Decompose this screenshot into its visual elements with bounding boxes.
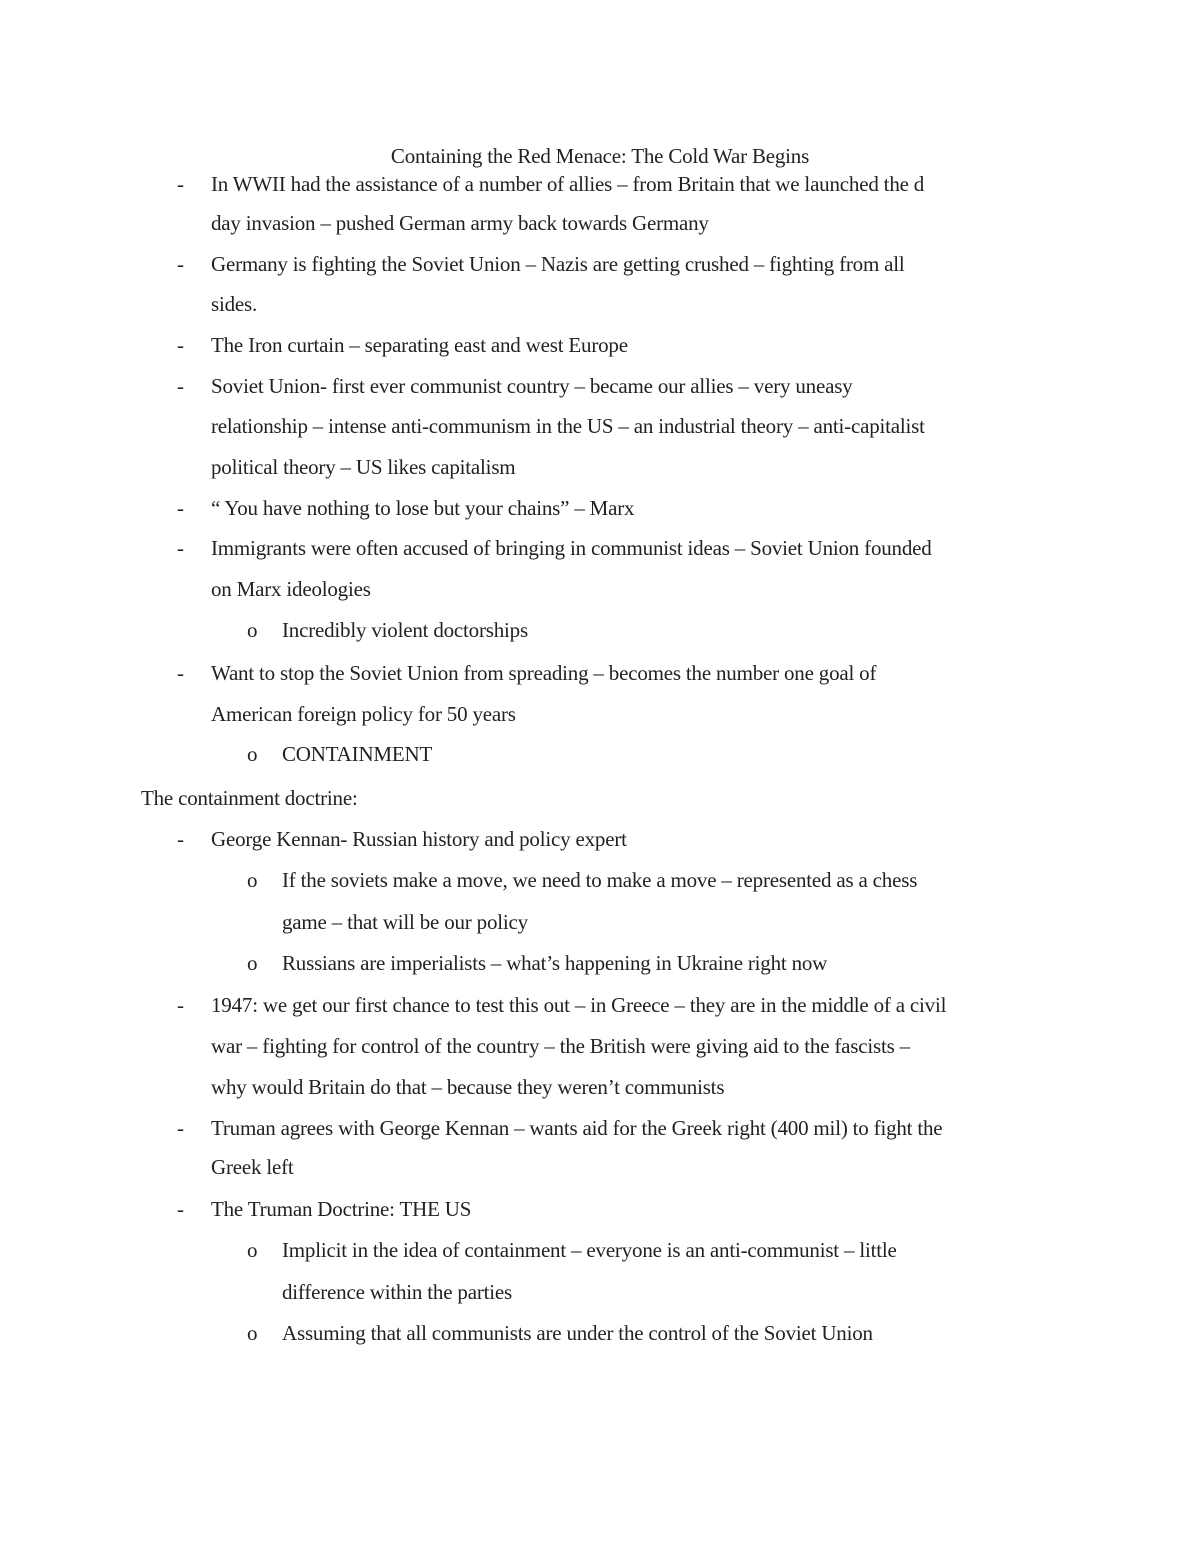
text-line: war – fighting for control of the country – the British were giving aid to the fascists – bbox=[211, 1034, 910, 1058]
dash-bullet: - bbox=[177, 172, 184, 196]
text-line: sides. bbox=[211, 292, 258, 316]
text-line: day invasion – pushed German army back towards Germany bbox=[211, 211, 709, 235]
dash-bullet: - bbox=[177, 661, 184, 685]
text-line: relationship – intense anti-communism in the US – an industrial theory – anti-capitalist bbox=[211, 414, 925, 438]
text-line: difference within the parties bbox=[282, 1280, 512, 1304]
text-line: Russians are imperialists – what’s happening in Ukraine right now bbox=[282, 951, 828, 975]
dash-bullet: - bbox=[177, 374, 184, 398]
text-line: “ You have nothing to lose but your chains” – Marx bbox=[211, 496, 635, 520]
text-line: The Truman Doctrine: THE US bbox=[211, 1197, 472, 1221]
circle-bullet: o bbox=[247, 868, 258, 892]
text-line: Soviet Union- first ever communist country – became our allies – very uneasy bbox=[211, 374, 853, 398]
text-line: American foreign policy for 50 years bbox=[211, 702, 516, 726]
dash-bullet: - bbox=[177, 1197, 184, 1221]
text-line: Implicit in the idea of containment – everyone is an anti-communist – little bbox=[282, 1238, 897, 1262]
dash-bullet: - bbox=[177, 993, 184, 1017]
document-title: Containing the Red Menace: The Cold War Begins bbox=[390, 144, 810, 168]
circle-bullet: o bbox=[247, 742, 258, 766]
text-line: CONTAINMENT bbox=[282, 742, 433, 766]
text-line: In WWII had the assistance of a number of allies – from Britain that we launched the d bbox=[211, 172, 925, 196]
circle-bullet: o bbox=[247, 951, 258, 975]
dash-bullet: - bbox=[177, 496, 184, 520]
dash-bullet: - bbox=[177, 333, 184, 357]
text-line: Incredibly violent doctorships bbox=[282, 618, 528, 642]
text-line: If the soviets make a move, we need to make a move – represented as a chess bbox=[282, 868, 918, 892]
circle-bullet: o bbox=[247, 618, 258, 642]
section-heading: The containment doctrine: bbox=[141, 786, 358, 810]
text-line: Want to stop the Soviet Union from spreading – becomes the number one goal of bbox=[211, 661, 877, 685]
text-line: Germany is fighting the Soviet Union – Nazis are getting crushed – fighting from all bbox=[211, 252, 905, 276]
dash-bullet: - bbox=[177, 1116, 184, 1140]
text-line: Immigrants were often accused of bringing in communist ideas – Soviet Union founded bbox=[211, 536, 932, 560]
text-line: on Marx ideologies bbox=[211, 577, 371, 601]
text-line: Greek left bbox=[211, 1155, 294, 1179]
circle-bullet: o bbox=[247, 1321, 258, 1345]
text-line: why would Britain do that – because they weren’t communists bbox=[211, 1075, 725, 1099]
text-line: The Iron curtain – separating east and west Europe bbox=[211, 333, 628, 357]
text-line: political theory – US likes capitalism bbox=[211, 455, 516, 479]
circle-bullet: o bbox=[247, 1238, 258, 1262]
dash-bullet: - bbox=[177, 536, 184, 560]
text-line: Truman agrees with George Kennan – wants aid for the Greek right (400 mil) to fight the bbox=[211, 1116, 943, 1140]
text-line: game – that will be our policy bbox=[282, 910, 528, 934]
dash-bullet: - bbox=[177, 252, 184, 276]
text-line: 1947: we get our first chance to test this out – in Greece – they are in the middle of a civil bbox=[211, 993, 947, 1017]
text-line: Assuming that all communists are under the control of the Soviet Union bbox=[282, 1321, 873, 1345]
dash-bullet: - bbox=[177, 827, 184, 851]
text-line: George Kennan- Russian history and policy expert bbox=[211, 827, 627, 851]
